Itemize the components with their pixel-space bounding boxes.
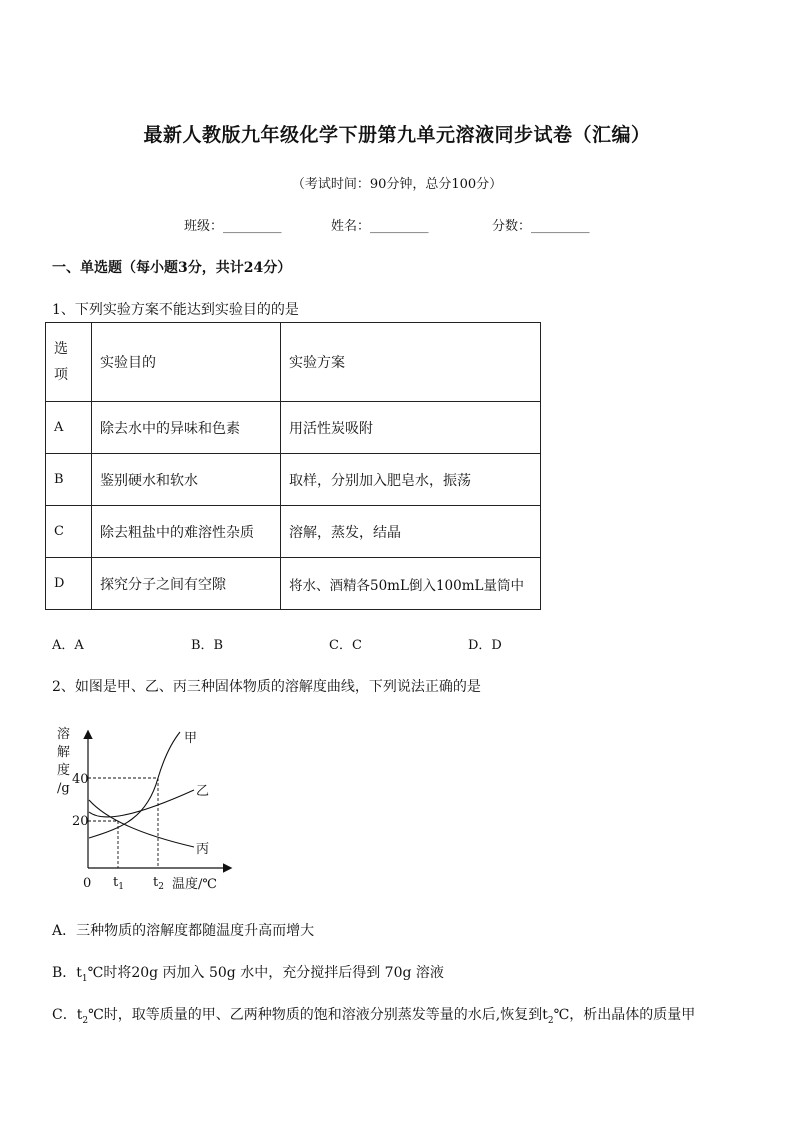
choice-c-sub2: 2 (547, 1015, 554, 1026)
ylabel-char: 解 (57, 745, 71, 760)
question-1-stem: 1、下列实验方案不能达到实验目的的是 (52, 302, 299, 318)
exam-subtitle: （考试时间：90分钟，总分100分） (291, 177, 503, 192)
x-tick-t1-base: t (113, 875, 119, 890)
ylabel-char: /g (57, 781, 70, 796)
y-tick-20: 20 (72, 814, 89, 829)
row-plan: 溶解，蒸发，结晶 (281, 506, 541, 558)
x-tick-t1-sub: 1 (118, 882, 124, 892)
choice-c-sub: 2 (82, 1015, 89, 1026)
row-purpose: 探究分子之间有空隙 (92, 558, 281, 610)
y-tick-40: 40 (72, 772, 89, 787)
ylabel-char: 溶 (57, 727, 71, 742)
solubility-chart (52, 720, 252, 895)
row-purpose: 鉴别硬水和软水 (92, 454, 281, 506)
x-tick-t2-sub: 2 (158, 882, 164, 892)
series-label-yi: 乙 (196, 784, 210, 799)
row-purpose: 除去水中的异味和色素 (92, 402, 281, 454)
table-row (46, 506, 541, 558)
x-tick-t2-base: t (153, 875, 159, 890)
series-label-jia: 甲 (184, 731, 198, 746)
table-row (46, 402, 541, 454)
curve-bing (89, 800, 194, 847)
choice-b-text: ℃时将20g 丙加入 50g 水中，充分搅拌后得到 70g 溶液 (87, 965, 444, 981)
choice-c-prefix: C．t (52, 1007, 83, 1023)
row-option: C (46, 506, 92, 558)
section-heading: 一、单选题（每小题3分，共计24分） (52, 260, 292, 276)
series-label-bing: 丙 (196, 842, 210, 857)
choice-c-mid: ℃时，取等质量的甲、乙两种物质的饱和溶液分别蒸发等量的水后,恢复到t (88, 1007, 548, 1023)
header-purpose: 实验目的 (92, 323, 281, 402)
x-axis-label: 温度/℃ (172, 877, 217, 892)
curve-jia (89, 732, 180, 838)
question-2-choice-c (52, 1004, 695, 1026)
question-2-choice-a: A．三种物质的溶解度都随温度升高而增大 (52, 923, 315, 939)
header-option: 选 项 (46, 323, 92, 402)
score-field: 分数：_________ (492, 219, 590, 234)
name-field: 姓名：_________ (331, 219, 429, 234)
ylabel-char: 度 (57, 763, 71, 778)
choice-c: C．C (329, 638, 362, 653)
row-plan: 用活性炭吸附 (281, 402, 541, 454)
table-row (46, 558, 541, 610)
x-tick-t1 (113, 875, 124, 892)
choice-a: A．A (52, 638, 84, 653)
choice-b-sub: 1 (81, 973, 88, 984)
choice-b-prefix: B．t (52, 965, 82, 981)
row-plan: 取样，分别加入肥皂水，振荡 (281, 454, 541, 506)
origin-label: 0 (83, 876, 92, 891)
row-option: B (46, 454, 92, 506)
question-2-choice-b (52, 962, 444, 984)
class-field: 班级：_________ (184, 219, 282, 234)
header-plan: 实验方案 (281, 323, 541, 402)
choice-c-text: ℃，析出晶体的质量甲 (553, 1007, 696, 1023)
row-plan: 将水、酒精各50mL倒入100mL量筒中 (281, 558, 541, 610)
table-header-row (46, 323, 541, 402)
x-tick-t2 (153, 875, 164, 892)
choice-b: B．B (191, 638, 224, 653)
row-purpose: 除去粗盐中的难溶性杂质 (92, 506, 281, 558)
question-2-stem: 2、如图是甲、乙、丙三种固体物质的溶解度曲线，下列说法正确的是 (52, 679, 481, 695)
choice-d: D．D (468, 638, 502, 653)
row-option: A (46, 402, 92, 454)
exam-title: 最新人教版九年级化学下册第九单元溶液同步试卷（汇编） (143, 124, 651, 146)
question-1-table (45, 322, 541, 610)
table-row (46, 454, 541, 506)
row-option: D (46, 558, 92, 610)
